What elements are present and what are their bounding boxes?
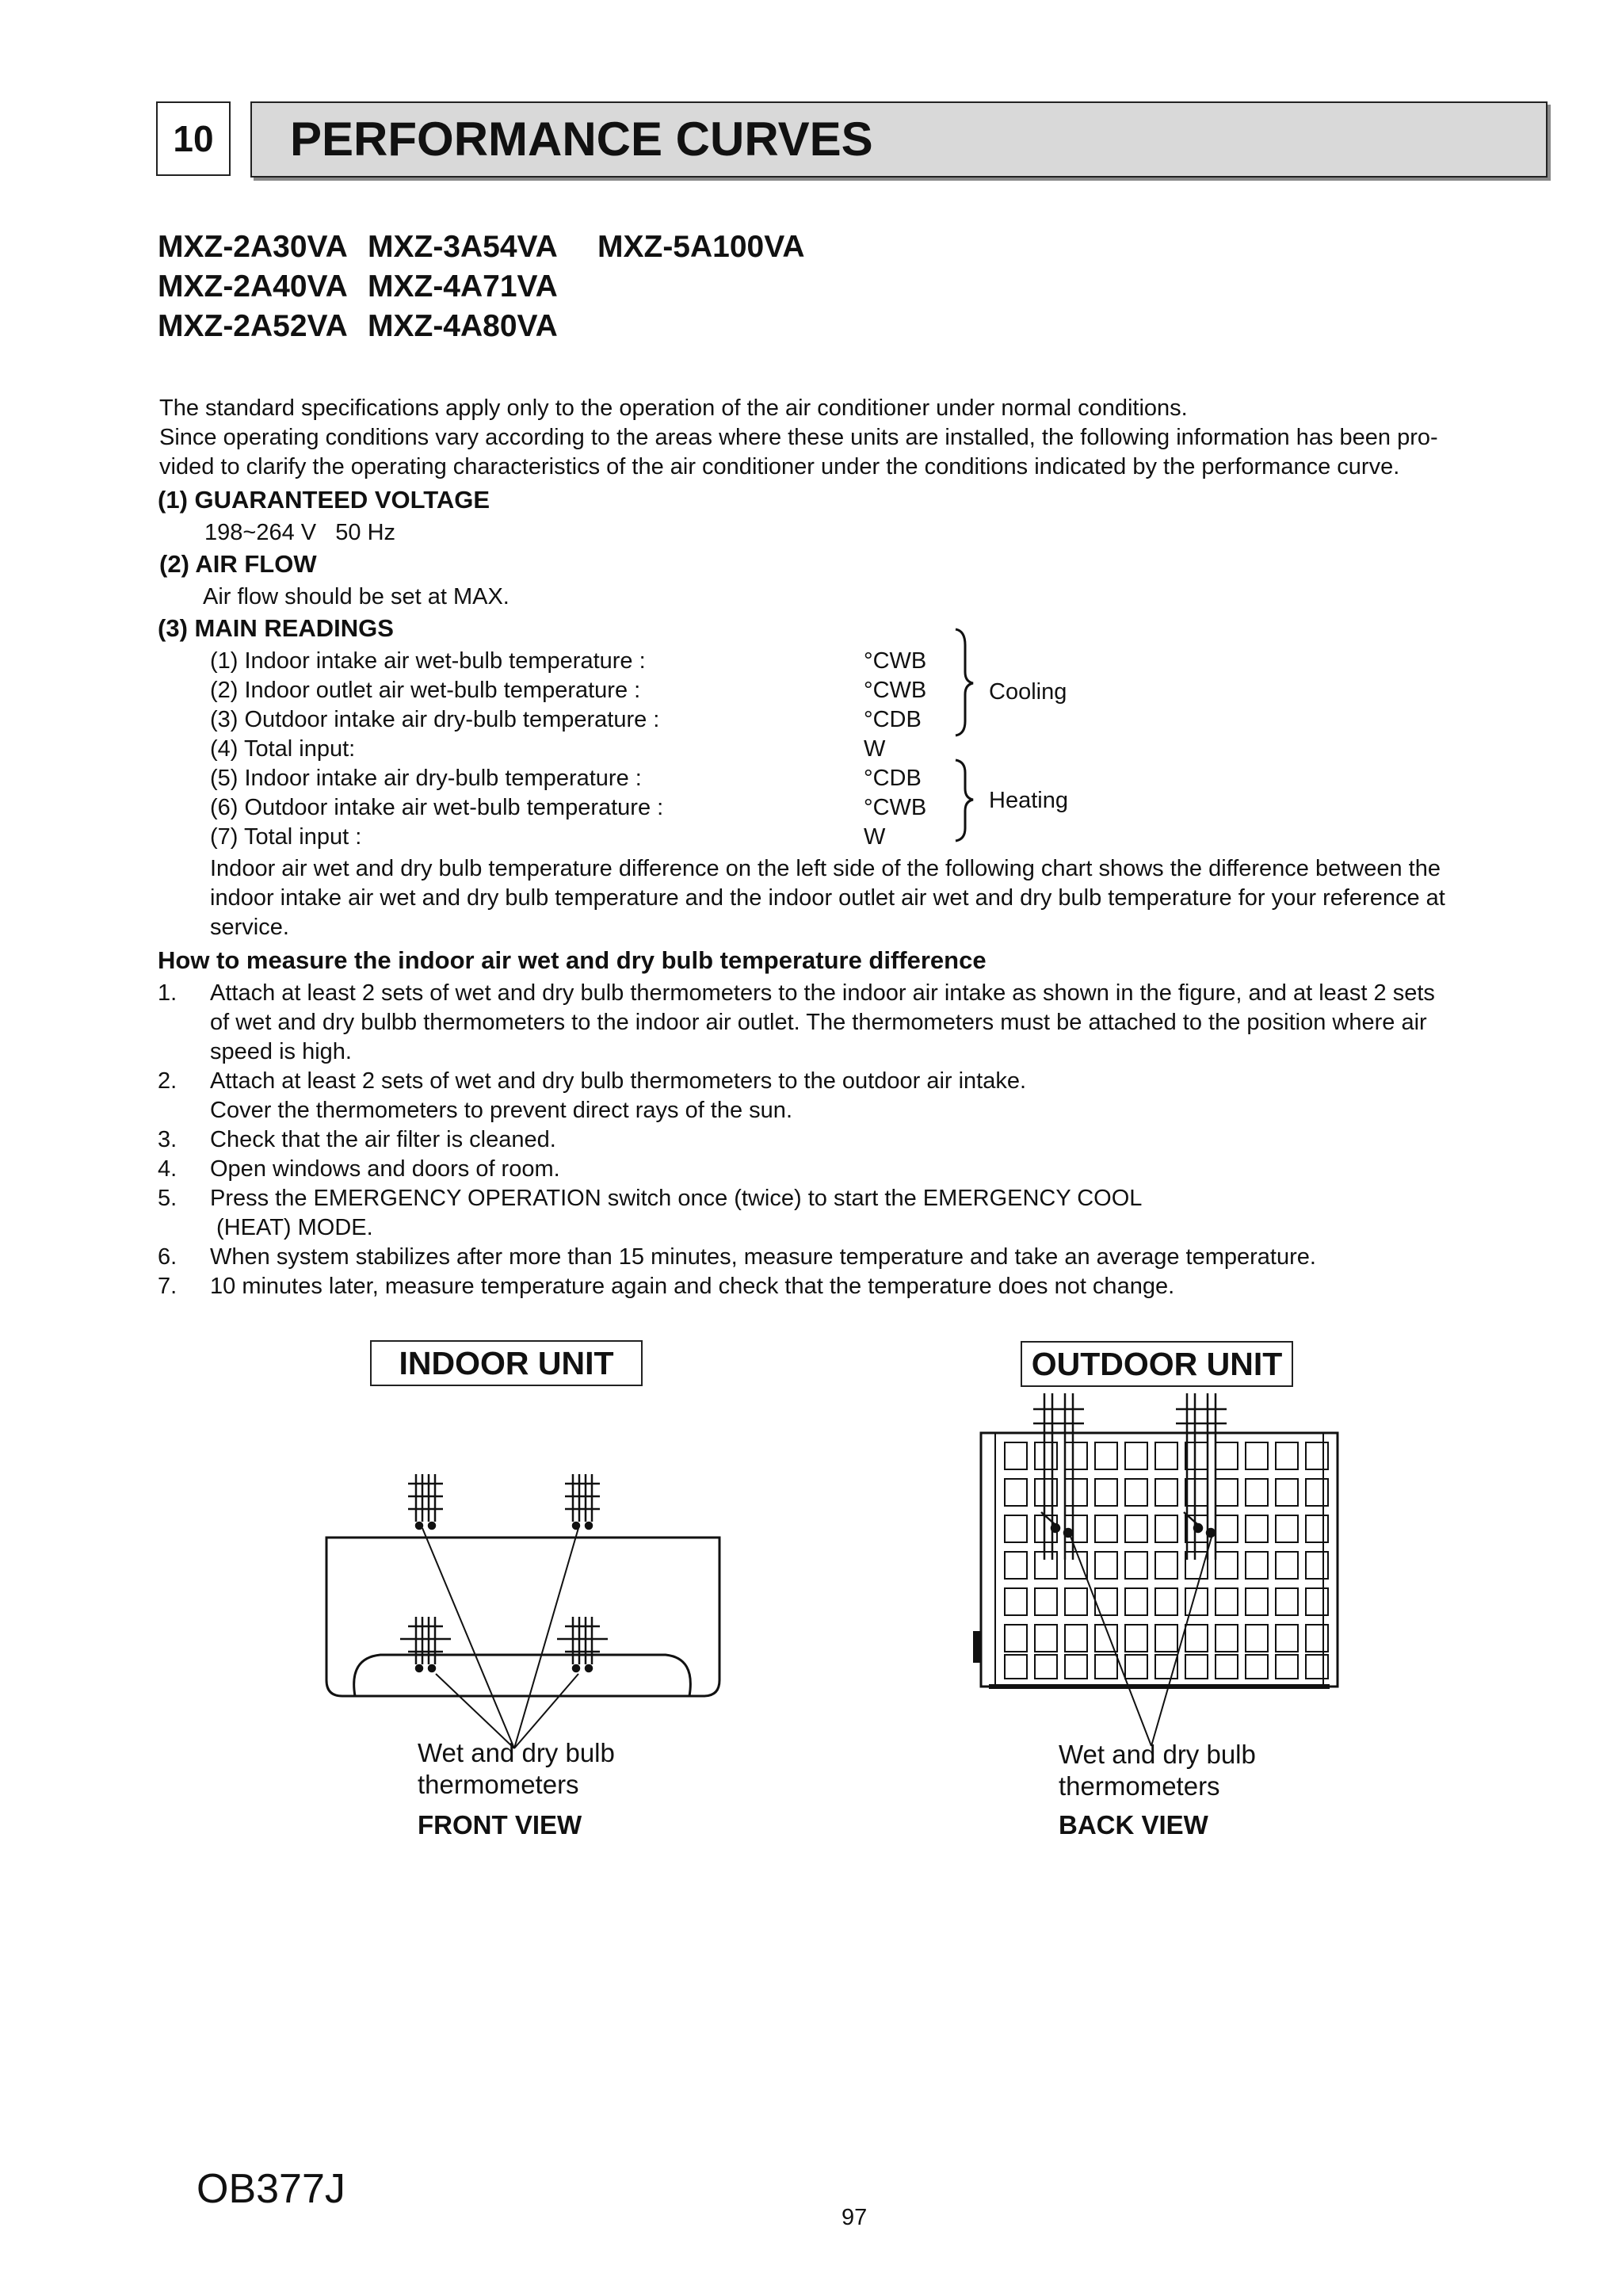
- caption-line: thermometers: [418, 1770, 579, 1799]
- step-item: [158, 1067, 1435, 1125]
- step-number: 2.: [158, 1068, 177, 1094]
- grille-cell: [1306, 1625, 1328, 1652]
- intro-line: vided to clarify the operating characteristics of the air conditioner under the conditions indicated by the performance curve.: [159, 454, 1400, 479]
- model-name: MXZ-4A80VA: [368, 309, 558, 343]
- grille-cell: [1276, 1442, 1298, 1469]
- reading-unit: W: [864, 736, 886, 762]
- step-number: 1.: [158, 980, 177, 1006]
- grille-cell: [1185, 1552, 1208, 1579]
- reading-unit: °CWB: [864, 648, 927, 674]
- intro-line: Since operating conditions vary according to the areas where these units are installed, the following information has been pro-: [159, 425, 1438, 450]
- section-number: 10: [156, 101, 231, 176]
- grille-cell: [1216, 1515, 1238, 1542]
- grille-cell: [1095, 1442, 1117, 1469]
- reading-row: [210, 705, 926, 735]
- reading-label: (7) Total input :: [210, 824, 362, 850]
- page-title: PERFORMANCE CURVES: [290, 113, 873, 166]
- step-number: 7.: [158, 1274, 177, 1299]
- outdoor-caption: [1059, 1739, 1256, 1802]
- reading-row: [210, 676, 926, 705]
- step-number: 5.: [158, 1186, 177, 1211]
- reading-unit: °CDB: [864, 766, 922, 791]
- grille-cell: [1005, 1588, 1027, 1615]
- grille-cell: [1065, 1588, 1087, 1615]
- step-line: of wet and dry bulbb thermometers to the indoor air outlet. The thermometers must be attached to the position where air: [210, 1010, 1427, 1035]
- grille-cell: [1155, 1552, 1177, 1579]
- note-line: indoor intake air wet and dry bulb temperature and the indoor outlet air wet and dry bulb temperature for your reference at: [210, 885, 1445, 911]
- grille-cell: [1005, 1655, 1027, 1679]
- grille-cell: [1065, 1442, 1087, 1469]
- grille-cell: [1246, 1625, 1268, 1652]
- caption-line: Wet and dry bulb: [1059, 1740, 1256, 1769]
- heating-label: Heating: [989, 788, 1068, 813]
- reading-label: (4) Total input:: [210, 736, 356, 762]
- step-line: Press the EMERGENCY OPERATION switch once (twice) to start the EMERGENCY COOL: [210, 1186, 1143, 1211]
- heating-brace-icon: [951, 757, 983, 860]
- grille-cell: [1185, 1588, 1208, 1615]
- intro-paragraph: [159, 394, 1438, 482]
- caption-line: thermometers: [1059, 1771, 1220, 1801]
- reading-row: [210, 793, 926, 823]
- grille-cell: [1216, 1655, 1238, 1679]
- document-code: OB377J: [197, 2166, 345, 2212]
- reading-row: [210, 823, 926, 852]
- indoor-unit-label: INDOOR UNIT: [370, 1340, 643, 1386]
- step-line: Attach at least 2 sets of wet and dry bulb thermometers to the indoor air intake as shown in the figure, and at least 2 sets: [210, 980, 1435, 1006]
- outdoor-unit-label: OUTDOOR UNIT: [1021, 1341, 1293, 1387]
- grille-cell: [1246, 1479, 1268, 1506]
- grille-cell: [1035, 1655, 1057, 1679]
- step-item: [158, 1243, 1435, 1272]
- grille-cell: [1155, 1588, 1177, 1615]
- grille-cell: [1155, 1625, 1177, 1652]
- grille-cell: [1246, 1588, 1268, 1615]
- grille-cell: [1035, 1588, 1057, 1615]
- reading-label: (2) Indoor outlet air wet-bulb temperature :: [210, 678, 641, 703]
- grille-cell: [1125, 1552, 1147, 1579]
- step-number: 4.: [158, 1156, 177, 1182]
- step-line: Open windows and doors of room.: [210, 1156, 560, 1182]
- grille-cell: [1216, 1588, 1238, 1615]
- indoor-unit-diagram: [317, 1458, 729, 1752]
- cooling-label: Cooling: [989, 679, 1067, 705]
- grille-cell: [1155, 1479, 1177, 1506]
- model-name: MXZ-2A40VA: [158, 269, 348, 304]
- grille-cell: [1306, 1515, 1328, 1542]
- grille-cell: [1125, 1588, 1147, 1615]
- grille-cell: [1035, 1552, 1057, 1579]
- model-row: [158, 227, 805, 267]
- grille-cell: [1125, 1515, 1147, 1542]
- grille-cell: [1276, 1515, 1298, 1542]
- grille-cell: [1306, 1655, 1328, 1679]
- grille-cell: [1005, 1479, 1027, 1506]
- grille-cell: [1246, 1655, 1268, 1679]
- reading-unit: °CWB: [864, 795, 927, 820]
- grille-cell: [1035, 1442, 1057, 1469]
- grille-cell: [1155, 1442, 1177, 1469]
- reading-unit: °CWB: [864, 678, 927, 703]
- model-row: [158, 267, 805, 307]
- grille-cell: [1185, 1442, 1208, 1469]
- reading-label: (3) Outdoor intake air dry-bulb temperature :: [210, 707, 660, 732]
- grille-cell: [1035, 1625, 1057, 1652]
- voltage-value: 198~264 V 50 Hz: [204, 520, 396, 545]
- grille-cell: [1095, 1515, 1117, 1542]
- grille-cell: [1276, 1552, 1298, 1579]
- howto-steps: [158, 979, 1435, 1301]
- grille-cell: [1095, 1588, 1117, 1615]
- page-number: 97: [842, 2205, 868, 2230]
- step-line: Cover the thermometers to prevent direct rays of the sun.: [210, 1098, 792, 1123]
- grille-cell: [1306, 1442, 1328, 1469]
- grille-cell: [1216, 1552, 1238, 1579]
- grille-cell: [1276, 1588, 1298, 1615]
- step-item: [158, 1155, 1435, 1184]
- voltage-heading: (1) GUARANTEED VOLTAGE: [158, 486, 490, 514]
- note-line: Indoor air wet and dry bulb temperature difference on the left side of the following chart shows the difference between the: [210, 856, 1441, 881]
- grille-cell: [1005, 1625, 1027, 1652]
- model-name: MXZ-5A100VA: [597, 230, 805, 264]
- reading-unit: °CDB: [864, 707, 922, 732]
- grille-cell: [1276, 1625, 1298, 1652]
- reading-label: (6) Outdoor intake air wet-bulb temperature :: [210, 795, 664, 820]
- airflow-value: Air flow should be set at MAX.: [203, 584, 509, 609]
- step-line: speed is high.: [210, 1039, 352, 1064]
- step-item: [158, 1125, 1435, 1155]
- howto-heading: How to measure the indoor air wet and dry bulb temperature difference: [158, 946, 987, 974]
- reading-row: [210, 647, 926, 676]
- indoor-caption: [418, 1737, 615, 1801]
- grille-cell: [1246, 1442, 1268, 1469]
- grille-cell: [1065, 1479, 1087, 1506]
- airflow-heading: (2) AIR FLOW: [159, 550, 317, 578]
- readings-list: [210, 647, 926, 852]
- grille-cell: [1216, 1479, 1238, 1506]
- reading-label: (1) Indoor intake air wet-bulb temperature :: [210, 648, 646, 674]
- grille-cell: [1306, 1552, 1328, 1579]
- reading-label: (5) Indoor intake air dry-bulb temperature :: [210, 766, 642, 791]
- grille-cell: [1125, 1625, 1147, 1652]
- model-name: MXZ-2A30VA: [158, 230, 348, 264]
- grille-cell: [1065, 1552, 1087, 1579]
- grille-cell: [1246, 1552, 1268, 1579]
- grille-cell: [1155, 1515, 1177, 1542]
- front-view-label: FRONT VIEW: [418, 1810, 582, 1839]
- step-number: 6.: [158, 1244, 177, 1270]
- step-line: (HEAT) MODE.: [210, 1215, 373, 1240]
- grille-cell: [1035, 1479, 1057, 1506]
- step-item: [158, 1184, 1435, 1243]
- outdoor-unit-diagram: [973, 1393, 1353, 1758]
- grille-cell: [1065, 1655, 1087, 1679]
- grille-cell: [1095, 1552, 1117, 1579]
- grille-cell: [1125, 1655, 1147, 1679]
- readings-heading: (3) MAIN READINGS: [158, 614, 394, 642]
- model-name: MXZ-2A52VA: [158, 309, 348, 343]
- grille-cell: [1216, 1625, 1238, 1652]
- reading-unit: W: [864, 824, 886, 850]
- grille-cell: [1185, 1479, 1208, 1506]
- step-line: Attach at least 2 sets of wet and dry bulb thermometers to the outdoor air intake.: [210, 1068, 1027, 1094]
- grille-cell: [1276, 1655, 1298, 1679]
- step-item: [158, 979, 1435, 1067]
- model-name: MXZ-3A54VA: [368, 230, 558, 264]
- grille-cell: [1246, 1515, 1268, 1542]
- grille-cell: [1095, 1479, 1117, 1506]
- grille-cell: [1306, 1588, 1328, 1615]
- step-number: 3.: [158, 1127, 177, 1152]
- step-line: Check that the air filter is cleaned.: [210, 1127, 556, 1152]
- note-line: service.: [210, 915, 289, 940]
- model-list: [158, 227, 805, 346]
- model-row: [158, 307, 805, 346]
- reading-row: [210, 764, 926, 793]
- grille-cell: [1216, 1442, 1238, 1469]
- readings-note: [210, 854, 1445, 942]
- grille-cell: [1005, 1442, 1027, 1469]
- step-item: [158, 1272, 1435, 1301]
- grille-cell: [1125, 1479, 1147, 1506]
- grille-cell: [1185, 1655, 1208, 1679]
- grille-cell: [1276, 1479, 1298, 1506]
- grille-cell: [1065, 1625, 1087, 1652]
- intro-line: The standard specifications apply only to the operation of the air conditioner under normal conditions.: [159, 395, 1188, 421]
- grille-cell: [1306, 1479, 1328, 1506]
- step-line: 10 minutes later, measure temperature again and check that the temperature does not change.: [210, 1274, 1175, 1299]
- grille-cell: [1185, 1625, 1208, 1652]
- reading-row: [210, 735, 926, 764]
- grille-cell: [1095, 1655, 1117, 1679]
- grille-cell: [1005, 1515, 1027, 1542]
- model-name: MXZ-4A71VA: [368, 269, 558, 304]
- step-line: When system stabilizes after more than 15 minutes, measure temperature and take an average temperature.: [210, 1244, 1316, 1270]
- grille-cell: [1005, 1552, 1027, 1579]
- caption-line: Wet and dry bulb: [418, 1738, 615, 1767]
- back-view-label: BACK VIEW: [1059, 1810, 1208, 1839]
- grille-cell: [1125, 1442, 1147, 1469]
